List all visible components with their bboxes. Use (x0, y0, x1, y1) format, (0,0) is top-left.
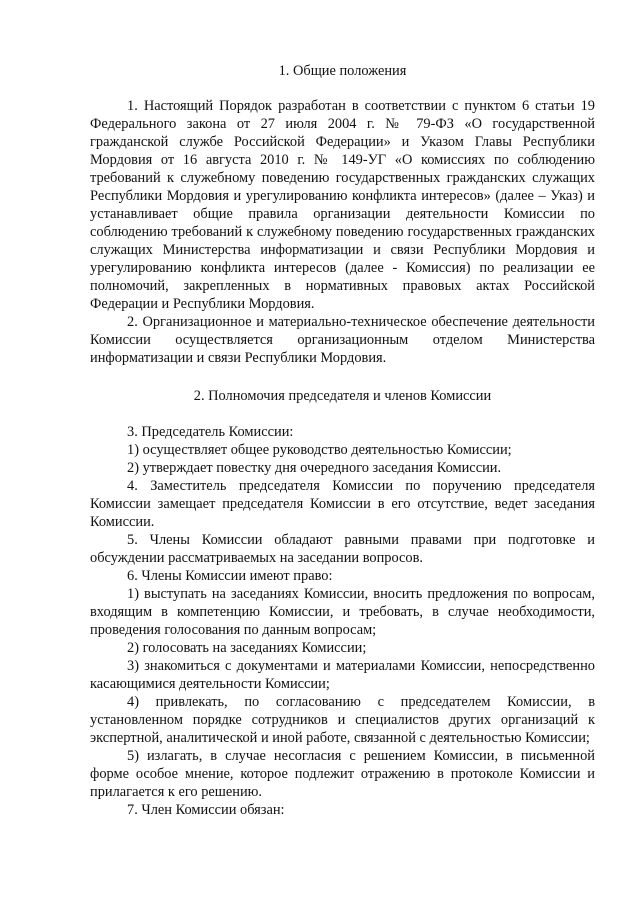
paragraph-1: 1. Настоящий Порядок разработан в соответствии с пунктом 6 статьи 19 Федерального закона от 27 июля 2004 г. № 79-ФЗ «О государственной гражданской службе Российской Федерации» и Указом Главы Республики Мордовия от 16 августа 2010 г. № 149-УГ «О комиссиях по соблюдению требований к служебному поведению государственных гражданских служащих Республики Мордовия и урегулированию конфликта интересов» (далее – Указ) и устанавливает общие правила организации деятельности Комиссии по соблюдению требований к служебному поведению государственных гражданских служащих Министерства информатизации и связи Республики Мордовия и урегулированию конфликта интересов (далее - Комиссия) по реализации ее полномочий, закрепленных в нормативных правовых актах Российской Федерации и Республики Мордовия. (90, 98, 595, 312)
section-1-title: 1. Общие положения (278, 63, 407, 79)
paragraph-6: 6. Члены Комиссии имеют право: (127, 568, 333, 584)
paragraph-6-item-2: 2) голосовать на заседаниях Комиссии; (127, 640, 367, 656)
paragraph-6-item-3: 3) знакомиться с документами и материалами Комиссии, непосредственно касающимися деятельности Комиссии; (90, 658, 595, 692)
document-page (90, 57, 595, 819)
paragraph-6-item-4: 4) привлекать, по согласованию с председателем Комиссии, в установленном порядке сотрудников и специалистов других организаций к экспертной, аналитической и иной работе, связанной с деятельностью Комиссии; (90, 694, 595, 746)
paragraph-6-item-1: 1) выступать на заседаниях Комиссии, вносить предложения по вопросам, входящим в компетенцию Комиссии, и требовать, в случае необходимости, проведения голосования по данным вопросам; (90, 586, 595, 638)
paragraph-2: 2. Организационное и материально-техническое обеспечение деятельности Комиссии осуществляется организационным отделом Министерства информатизации и связи Республики Мордовия. (90, 314, 595, 366)
paragraph-7: 7. Член Комиссии обязан: (127, 802, 285, 818)
paragraph-4: 4. Заместитель председателя Комиссии по поручению председателя Комиссии замещает председателя Комиссии в его отсутствие, ведет заседания Комиссии. (90, 478, 595, 530)
paragraph-5: 5. Члены Комиссии обладают равными правами при подготовке и обсуждении рассматриваемых на заседании вопросов. (90, 532, 595, 566)
paragraph-6-item-5: 5) излагать, в случае несогласия с решением Комиссии, в письменной форме особое мнение, которое подлежит отражению в протоколе Комиссии и прилагается к его решению. (90, 748, 595, 800)
paragraph-3-item-1: 1) осуществляет общее руководство деятельностью Комиссии; (127, 442, 512, 458)
section-2-title: 2. Полномочия председателя и членов Комиссии (193, 388, 492, 404)
paragraph-3: 3. Председатель Комиссии: (127, 424, 294, 440)
paragraph-3-item-2: 2) утверждает повестку дня очередного заседания Комиссии. (127, 460, 502, 476)
